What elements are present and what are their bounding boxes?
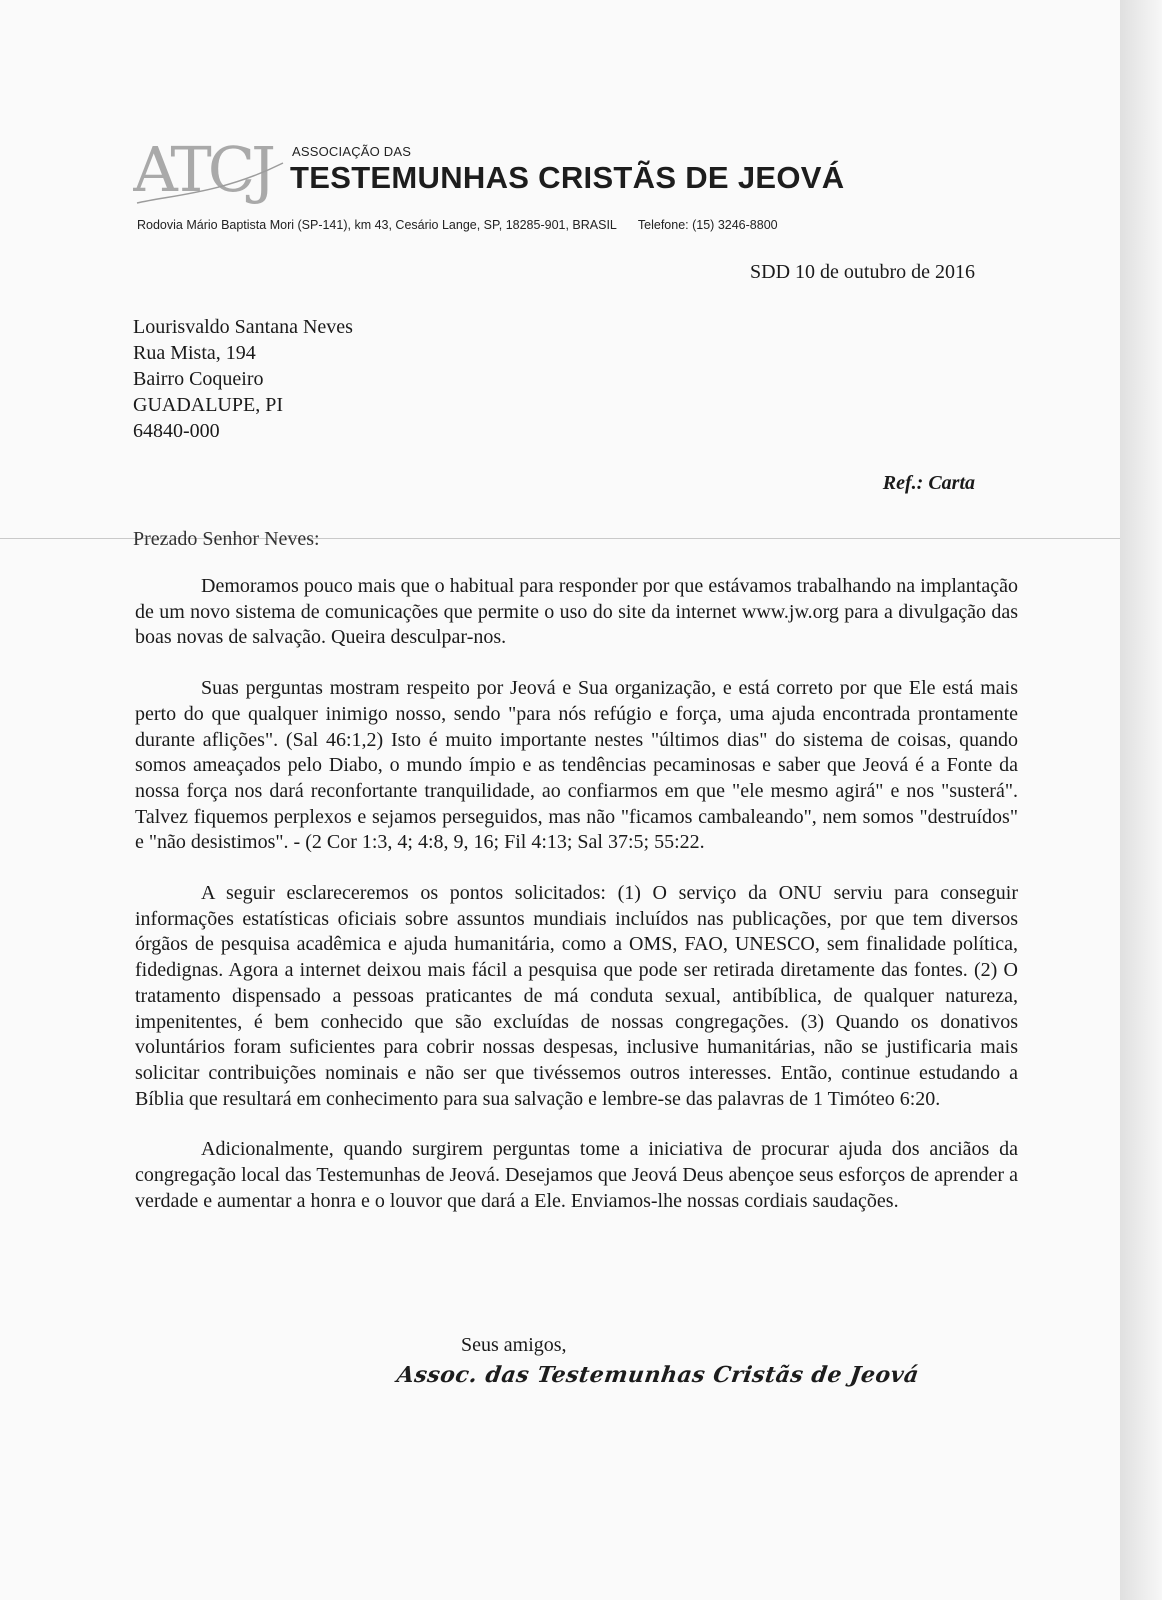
paragraph: Adicionalmente, quando surgirem perguntas tome a iniciativa de procurar ajuda dos anciãos da congregação local das Testemunhas de Jeová. Desejamos que Jeová Deus abençoe seus esforços de aprender a verdade e aumentar a honra e o louvor que dará a Ele. Enviamos-lhe nossas cordiais saudações. <box>135 1138 1018 1212</box>
recipient-street: Rua Mista, 194 <box>133 342 256 364</box>
atcj-logo <box>133 133 293 213</box>
scan-edge <box>1120 0 1162 1600</box>
letter-body <box>135 574 1018 1239</box>
letterhead-address <box>137 218 778 232</box>
address-text: Rodovia Mário Baptista Mori (SP-141), km 43, Cesário Lange, SP, 18285-901, BRASIL <box>137 218 617 232</box>
telephone: Telefone: (15) 3246-8800 <box>637 218 778 232</box>
recipient-city: GUADALUPE, PI <box>133 394 283 416</box>
paragraph: Suas perguntas mostram respeito por Jeová e Sua organização, e está correto por que Ele está mais perto do que qualquer inimigo nosso, sendo "para nós refúgio e força, uma ajuda encontrada prontamente durante aflições". (Sal 46:1,2) Isto é muito importante nestes "últimos dias" do sistema de coisas, quando somos ameaçados pelo Diabo, o mundo ímpio e as tendências pecaminosas e saber que Jeová é a Fonte da nossa força nos dará reconfortante tranquilidade, ao confiarmos em que "ele mesmo agirá" e nos "susterá". Talvez fiquemos perplexos e sejamos perseguidos, mas não "ficamos cambaleando", nem somos "destruídos" e "não desistimos". - (2 Cor 1:3, 4; 4:8, 9, 16; Fil 4:13; Sal 37:5; 55:22. <box>135 677 1018 854</box>
signature: Assoc. das Testemunhas Cristãs de Jeová <box>395 1362 921 1388</box>
letter-date: SDD 10 de outubro de 2016 <box>750 261 975 283</box>
reference: Ref.: Carta <box>882 472 975 494</box>
closing: Seus amigos, <box>461 1334 567 1356</box>
salutation: Prezado Senhor Neves: <box>133 528 320 550</box>
org-title: TESTEMUNHAS CRISTÃS DE JEOVÁ <box>290 160 845 195</box>
assoc-small-label: ASSOCIAÇÃO DAS <box>292 144 412 159</box>
paragraph: Demoramos pouco mais que o habitual para responder por que estávamos trabalhando na implantação de um novo sistema de comunicações que permite o uso do site da internet www.jw.org para a divulgação das boas novas de salvação. Queira desculpar-nos. <box>135 575 1018 649</box>
paragraph: A seguir esclareceremos os pontos solicitados: (1) O serviço da ONU serviu para conseguir informações estatísticas oficiais sobre assuntos mundiais incluídos nas publicações, por que tem diversos órgãos de pesquisa acadêmica e ajuda humanitária, como a OMS, FAO, UNESCO, sem finalidade política, fidedignas. Agora a internet deixou mais fácil a pesquisa que pode ser retirada diretamente das fontes. (2) O tratamento dispensado a pessoas praticantes de má conduta sexual, antibíblica, de qualquer natureza, impenitentes, é bem conhecido que são excluídas de nossas congregações. (3) Quando os donativos voluntários foram suficientes para cobrir nossas despesas, inclusive humanitárias, não se justificaria mais solicitar contribuições nominais e não ser que tivéssemos outros interesses. Então, continue estudando a Bíblia que resultará em conhecimento para sua salvação e lembre-se das palavras de 1 Timóteo 6:20. <box>135 882 1018 1110</box>
recipient-address <box>133 314 353 444</box>
recipient-name: Lourisvaldo Santana Neves <box>133 316 353 338</box>
recipient-zip: 64840-000 <box>133 420 220 442</box>
svg-text:ATCJ: ATCJ <box>133 133 273 206</box>
recipient-district: Bairro Coqueiro <box>133 368 264 390</box>
